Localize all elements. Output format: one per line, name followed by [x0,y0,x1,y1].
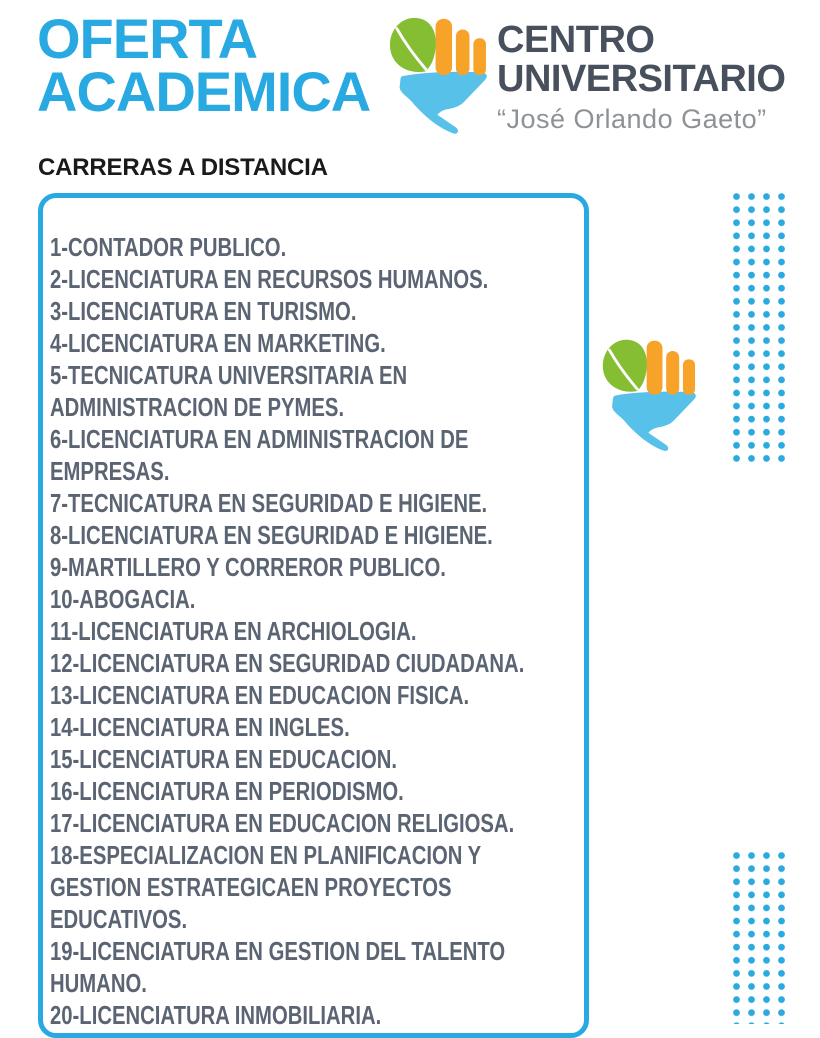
career-line: 7-TECNICATURA EN SEGURIDAD E HIGIENE. [50,488,488,518]
career-line: 17-LICENCIATURA EN EDUCACION RELIGIOSA. [50,808,515,838]
career-line: 11-LICENCIATURA EN ARCHIOLOGIA. [50,616,417,646]
dot-grid-decoration-bottom [729,849,789,1024]
career-line: 20-LICENCIATURA INMOBILIARIA. [50,1000,382,1030]
university-name-block [497,21,785,135]
career-item [50,807,578,839]
career-item [50,231,578,263]
career-line: EMPRESAS. [50,456,170,486]
career-item [50,359,578,423]
career-line: 14-LICENCIATURA EN INGLES. [50,712,350,742]
career-line: 3-LICENCIATURA EN TURISMO. [50,296,357,326]
career-item [50,711,578,743]
career-line: 4-LICENCIATURA EN MARKETING. [50,328,386,358]
career-item [50,935,578,999]
page-title [37,7,371,123]
career-line: 18-ESPECIALIZACION EN PLANIFICACION Y [50,840,482,870]
career-line: EDUCATIVOS. [50,904,188,934]
page-title-line-2: ACADEMICA [37,60,371,123]
career-item [50,487,578,519]
university-logo-icon [387,15,488,141]
career-line: HUMANO. [50,968,147,998]
section-subtitle: CARRERAS A DISTANCIA [38,154,328,181]
career-item [50,999,578,1031]
university-name-line-2: UNIVERSITARIO [497,58,786,100]
career-item [50,263,578,295]
career-line: ADMINISTRACION DE PYMES. [50,392,345,422]
career-item [50,423,578,487]
career-item [50,775,578,807]
career-line: GESTION ESTRATEGICAEN PROYECTOS [50,872,452,902]
career-line: 1-CONTADOR PUBLICO. [50,232,287,262]
careers-panel [38,193,589,1038]
career-item [50,551,578,583]
career-item [50,839,578,935]
career-line: 6-LICENCIATURA EN ADMINISTRACION DE [50,424,469,454]
career-line: 12-LICENCIATURA EN SEGURIDAD CIUDADANA. [50,648,525,678]
career-line: 10-ABOGACIA. [50,584,196,614]
page-title-line-1: OFERTA [37,7,258,70]
career-line: 15-LICENCIATURA EN EDUCACION. [50,744,398,774]
career-item [50,743,578,775]
career-line: 16-LICENCIATURA EN PERIODISMO. [50,776,404,806]
careers-list [50,231,578,1031]
career-line: 9-MARTILLERO Y CORREROR PUBLICO. [50,552,446,582]
career-line: 8-LICENCIATURA EN SEGURIDAD E HIGIENE. [50,520,493,550]
career-item [50,679,578,711]
career-item [50,295,578,327]
career-line: 5-TECNICATURA UNIVERSITARIA EN [50,360,408,390]
career-item [50,583,578,615]
career-item [50,647,578,679]
floating-logo-icon [600,337,697,458]
career-item [50,615,578,647]
career-item [50,519,578,551]
career-line: 19-LICENCIATURA EN GESTION DEL TALENTO [50,936,506,966]
career-line: 13-LICENCIATURA EN EDUCACION FISICA. [50,680,470,710]
career-line: 2-LICENCIATURA EN RECURSOS HUMANOS. [50,264,489,294]
university-tagline: “José Orlando Gaeto” [497,104,767,134]
career-item [50,327,578,359]
university-name-line-1: CENTRO [497,19,655,61]
dot-grid-decoration-top [729,190,789,465]
